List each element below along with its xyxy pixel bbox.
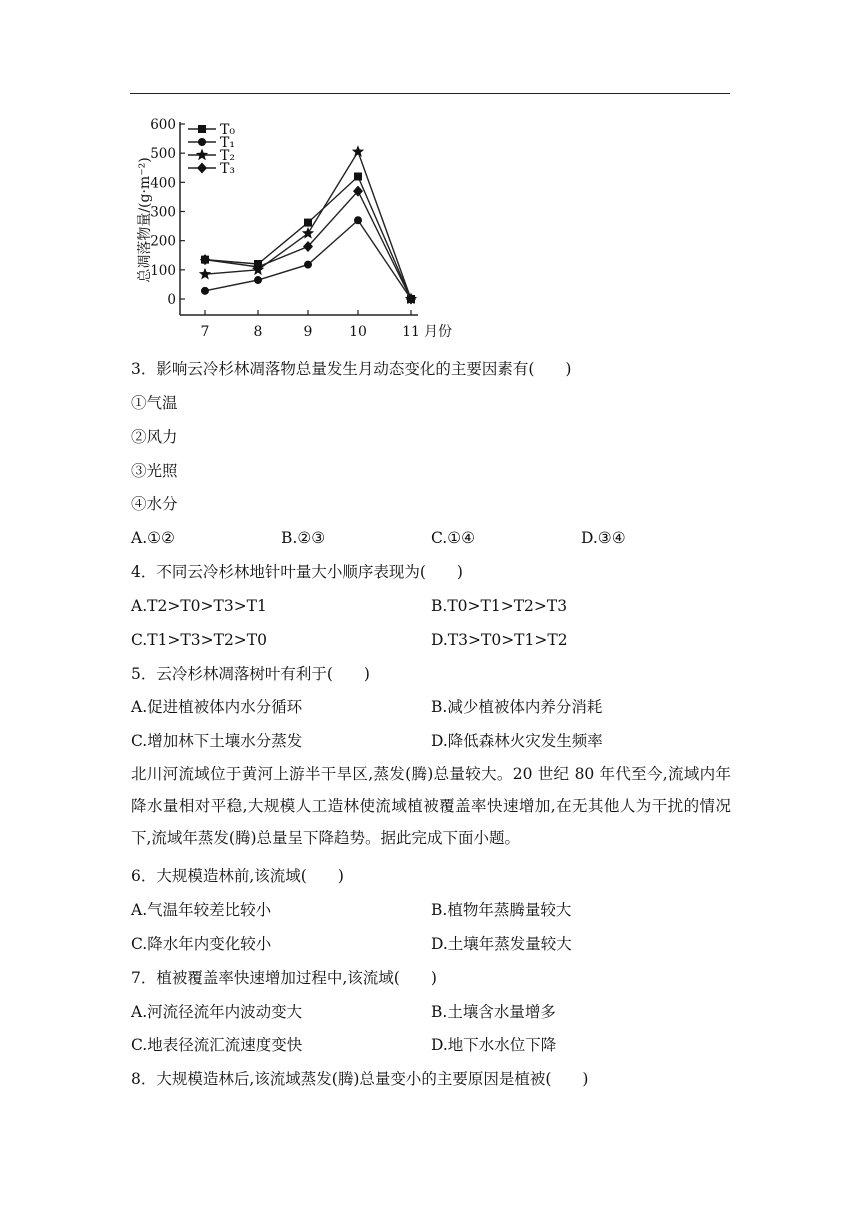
- reading-passage: 北川河流域位于黄河上游半干旱区,蒸发(腾)总量较大。20 世纪 80 年代至今,流域内年降水量相对平稳,大规模人工造林使流域植被覆盖率快速增加,在无其他人为干扰的情况下,流域年蒸发(腾)总量呈下降趋势。据此完成下面小题。: [131, 765, 731, 847]
- legend-label: T₃: [220, 161, 235, 177]
- q4-option-b: B.T0>T1>T2>T3: [431, 597, 568, 615]
- data-point-3: [352, 145, 364, 157]
- x-tick-label: 8: [253, 324, 263, 340]
- legend-label: T₀: [220, 122, 235, 138]
- legend-marker: [198, 138, 206, 146]
- data-point-2: [201, 287, 209, 295]
- legend-label: T₂: [220, 148, 235, 164]
- q4-stem: 4．不同云冷杉林地针叶量大小顺序表现为( ): [131, 563, 463, 581]
- y-tick-label: 0: [167, 292, 176, 308]
- x-axis-label: 月份: [424, 324, 452, 340]
- x-tick-label: 11: [402, 324, 420, 340]
- q3-option-c: C.①④: [431, 529, 476, 547]
- q3-item-2: ②风力: [131, 428, 178, 446]
- legend-marker: [196, 149, 208, 161]
- data-point-2: [254, 276, 262, 284]
- q4-option-c: C.T1>T3>T2>T0: [131, 631, 267, 649]
- q6-option-b: B.植物年蒸腾量较大: [431, 901, 572, 919]
- q6-option-d: D.土壤年蒸发量较大: [431, 935, 572, 953]
- q7-option-a: A.河流径流年内波动变大: [131, 1003, 303, 1021]
- q7-option-b: B.土壤含水量增多: [431, 1003, 556, 1021]
- legend-marker: [197, 163, 207, 174]
- q7-option-c: C.地表径流汇流速度变快: [131, 1036, 303, 1054]
- y-tick-label: 200: [150, 233, 176, 250]
- q3-option-d: D.③④: [581, 529, 626, 547]
- legend-marker: [198, 125, 206, 133]
- q3-item-3: ③光照: [131, 462, 178, 480]
- y-tick-label: 300: [150, 204, 176, 221]
- q5-option-c: C.增加林下土壤水分蒸发: [131, 732, 303, 750]
- litter-line-chart: [128, 110, 458, 342]
- q3-option-b: B.②③: [281, 529, 326, 547]
- q5-option-a: A.促进植被体内水分循环: [131, 698, 303, 716]
- q3-item-1: ①气温: [131, 394, 178, 412]
- q3-stem: 3．影响云冷杉林凋落物总量发生月动态变化的主要因素有( ): [131, 360, 572, 378]
- data-point-3: [199, 268, 211, 280]
- y-tick-label: 400: [150, 175, 176, 192]
- q3-option-a: A.①②: [131, 529, 175, 547]
- y-tick-label: 100: [150, 262, 176, 279]
- data-point-1: [354, 173, 362, 181]
- data-point-2: [304, 261, 312, 269]
- q4-option-a: A.T2>T0>T3>T1: [131, 597, 267, 615]
- x-tick-label: 10: [349, 324, 367, 340]
- q6-option-c: C.降水年内变化较小: [131, 935, 272, 953]
- q7-stem: 7．植被覆盖率快速增加过程中,该流域( ): [131, 969, 437, 987]
- y-axis-label: 总凋落物量/(g·m⁻²): [137, 157, 153, 283]
- legend-label: T₁: [220, 135, 235, 151]
- q6-stem: 6．大规模造林前,该流域( ): [131, 867, 344, 885]
- y-tick-label: 600: [150, 117, 176, 133]
- q8-stem: 8．大规模造林后,该流域蒸发(腾)总量变小的主要原因是植被( ): [131, 1070, 589, 1088]
- q7-option-d: D.地下水水位下降: [431, 1036, 557, 1054]
- y-tick-label: 500: [150, 146, 176, 163]
- q3-item-4: ④水分: [131, 495, 178, 513]
- data-point-2: [354, 216, 362, 224]
- header-rule: [130, 93, 730, 94]
- q5-stem: 5．云冷杉林凋落树叶有利于( ): [131, 665, 370, 683]
- x-tick-label: 9: [303, 324, 313, 340]
- data-point-1: [304, 219, 312, 227]
- q6-option-a: A.气温年较差比较小: [131, 901, 272, 919]
- q5-option-b: B.减少植被体内养分消耗: [431, 698, 603, 716]
- series-line-1: [205, 177, 411, 300]
- x-tick-label: 7: [200, 324, 210, 340]
- q5-option-d: D.降低森林火灾发生频率: [431, 732, 603, 750]
- q4-option-d: D.T3>T0>T1>T2: [431, 631, 568, 649]
